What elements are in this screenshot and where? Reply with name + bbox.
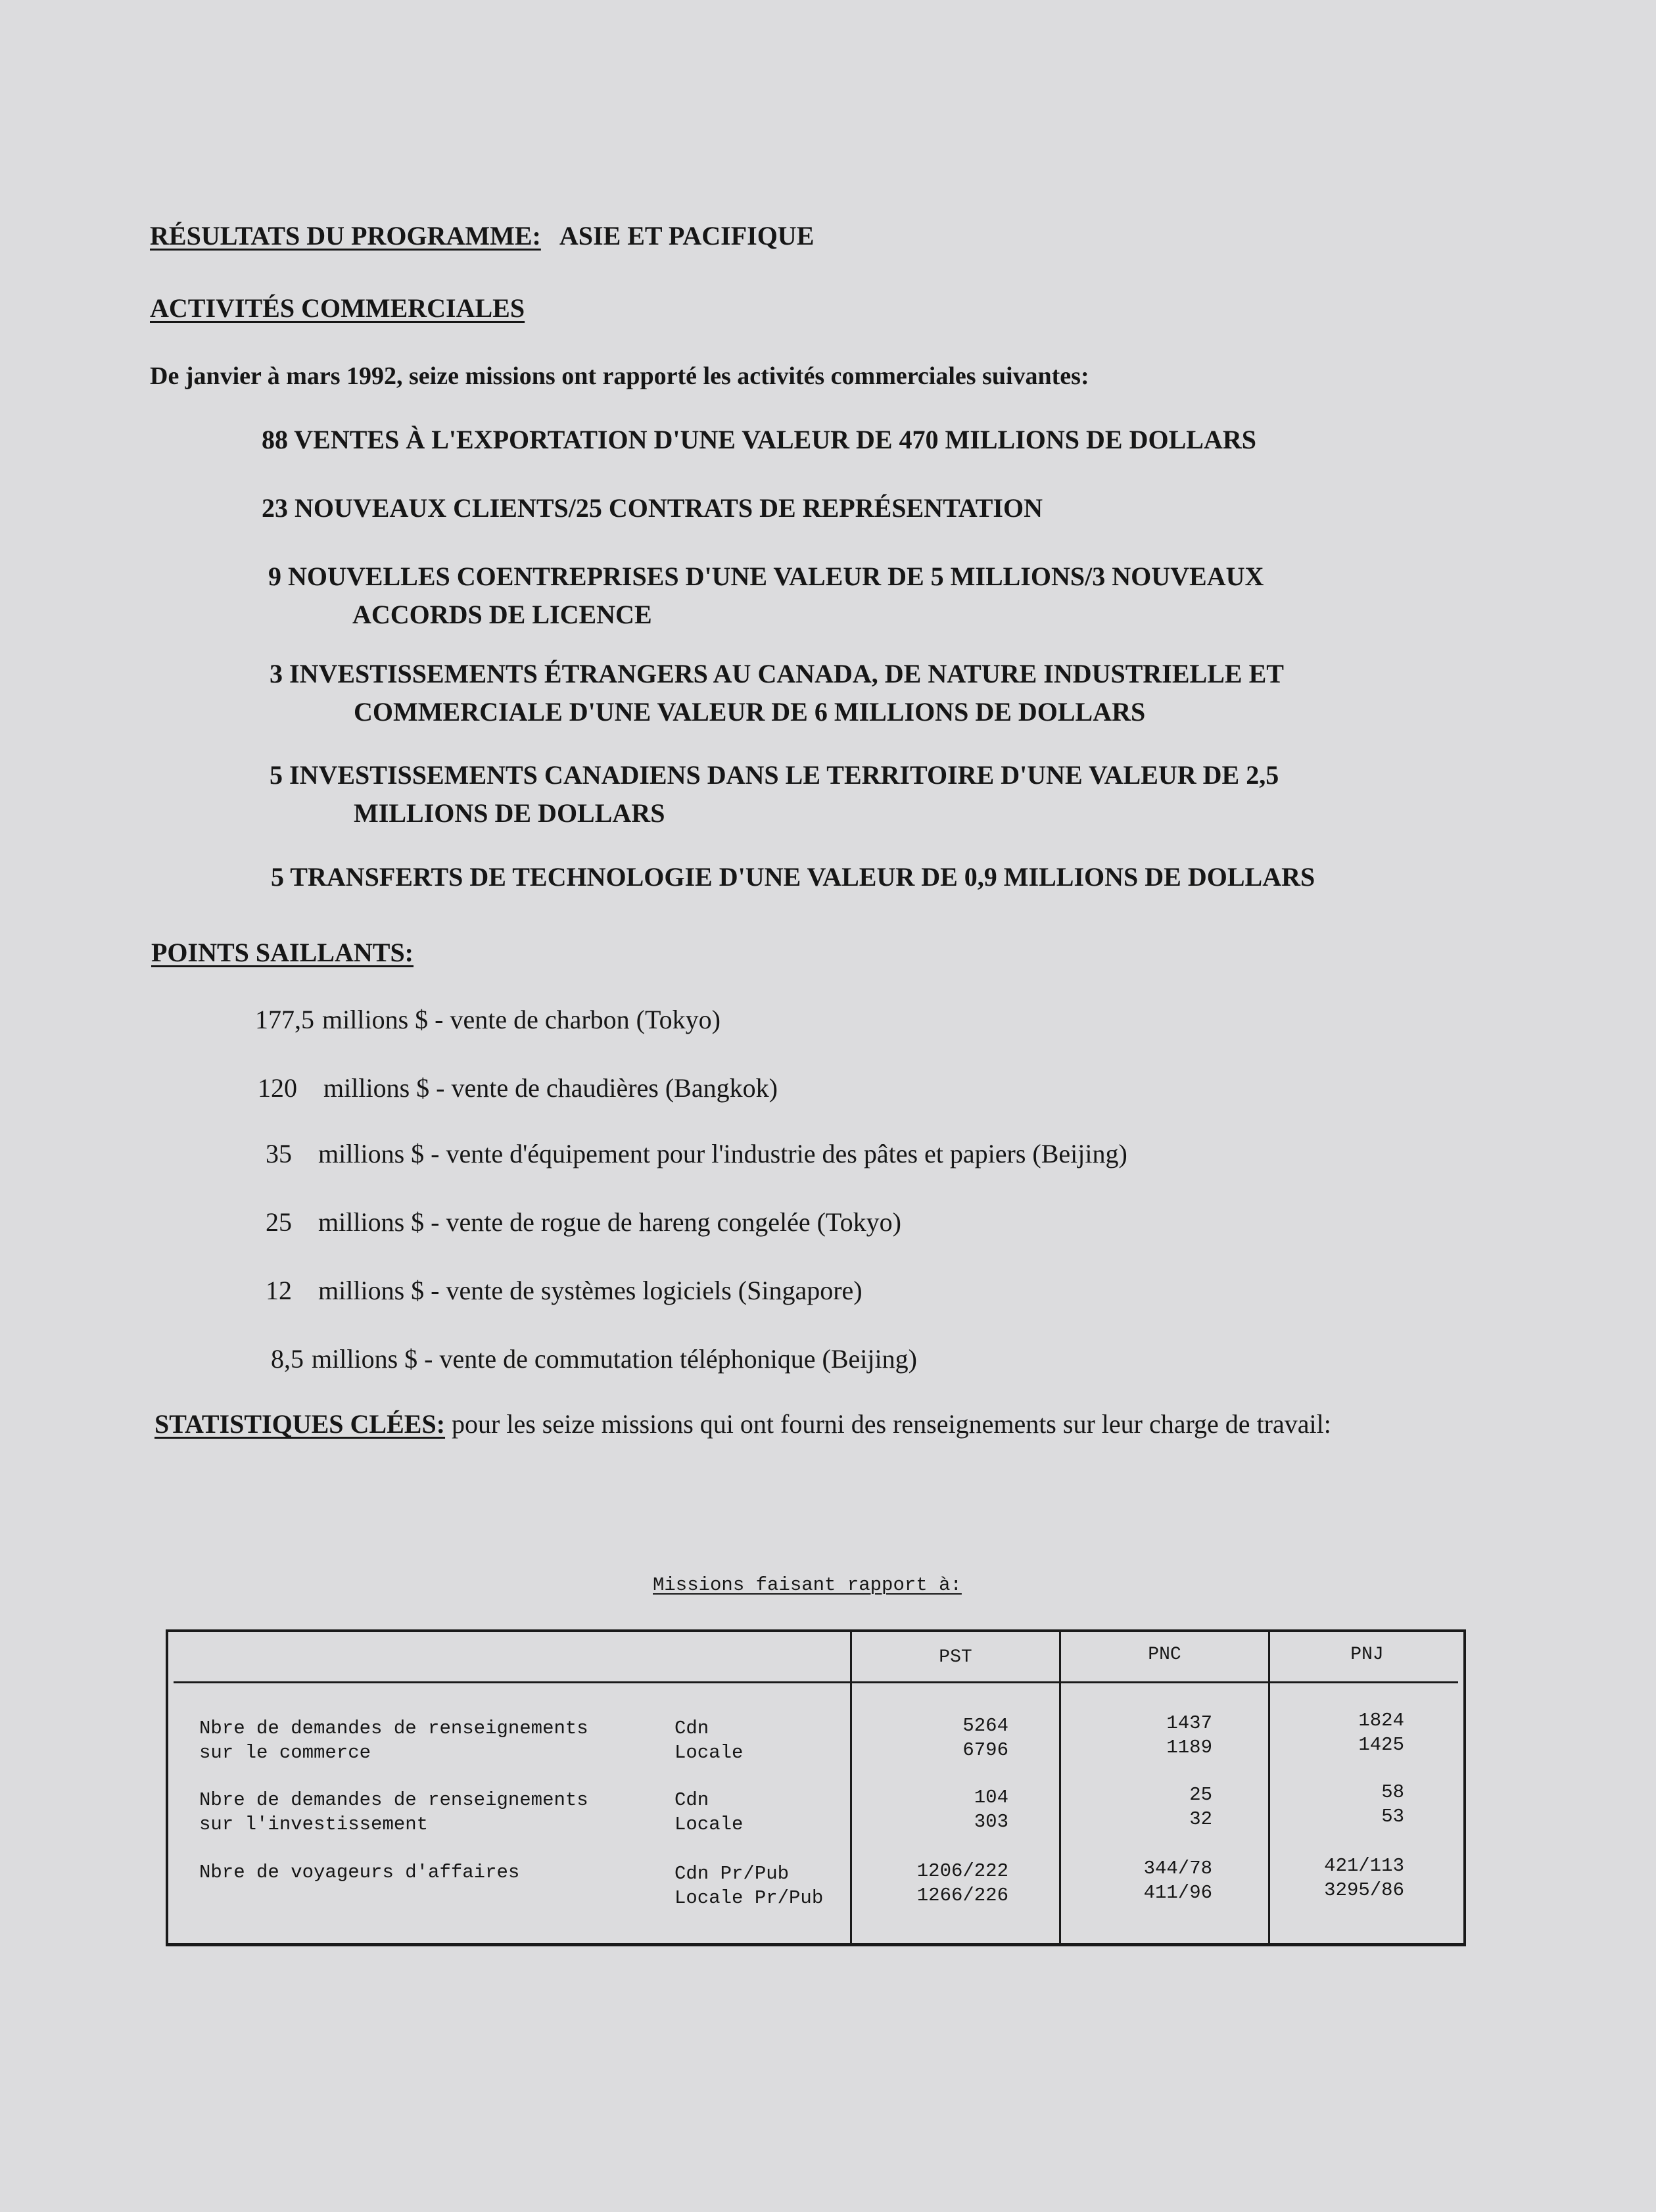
value-cell: 58 [1381,1781,1404,1803]
highlight-amount: 25 [266,1207,292,1237]
highlight-amount: 12 [266,1276,292,1305]
value-cell: 1437 [1166,1712,1212,1734]
table-row-label [199,1716,588,1765]
highlight-amount: 120 [258,1073,297,1103]
page-title [150,220,814,251]
table-row-label [199,1788,588,1837]
pst-values [852,1859,1008,1908]
stats-text: pour les seize missions qui ont fourni des renseignements sur leur charge de travail: [452,1409,1331,1439]
activity-line: 5 TRANSFERTS DE TECHNOLOGIE D'UNE VALEUR DE 0,9 MILLIONS DE DOLLARS [271,862,1315,892]
subtype-line: Cdn Pr/Pub [674,1863,790,1885]
pnc-values [1061,1711,1212,1760]
highlight-text: millions $ - vente d'équipement pour l'industrie des pâtes et papiers (Beijing) [318,1139,1127,1168]
value-cell: 5264 [962,1715,1008,1737]
activity-line-continued: ACCORDS DE LICENCE [352,600,652,629]
activity-line: 5 INVESTISSEMENTS CANADIENS DANS LE TERRITOIRE D'UNE VALEUR DE 2,5 [270,760,1279,790]
pst-values [852,1714,1008,1762]
value-cell: 1206/222 [916,1860,1008,1882]
activity-line: 23 NOUVEAUX CLIENTS/25 CONTRATS DE REPRÉSENTATION [262,493,1043,523]
highlights-heading: POINTS SAILLANTS: [151,938,414,967]
value-cell: 25 [1189,1784,1212,1806]
pnj-values [1270,1780,1404,1829]
region-name: ASIE ET PACIFIQUE [559,221,815,251]
highlight-item [185,1275,863,1306]
highlight-text: millions $ - vente de charbon (Tokyo) [322,1005,721,1034]
statistics-table [166,1629,1466,1946]
activities-intro: De janvier à mars 1992, seize missions ont rapporté les activités commerciales suivantes: [150,362,1089,390]
highlight-item [185,1004,721,1035]
value-cell: 344/78 [1143,1858,1212,1879]
subtype-line: Cdn [674,1718,709,1739]
highlight-text: millions $ - vente de chaudières (Bangkok) [323,1073,778,1103]
pnj-values [1270,1854,1404,1902]
activity-line-continued: MILLIONS DE DOLLARS [354,798,665,828]
row-label-line: sur le commerce [199,1742,371,1764]
value-cell: 411/96 [1143,1882,1212,1904]
row-label-line: sur l'investissement [199,1814,429,1835]
row-label-line: Nbre de demandes de renseignements [199,1718,588,1739]
header-divider [174,1681,1458,1683]
activity-line: 9 NOUVELLES COENTREPRISES D'UNE VALEUR DE 5 MILLIONS/3 NOUVEAUX [268,562,1264,591]
activities-heading: ACTIVITÉS COMMERCIALES [150,293,525,323]
column-header-pnj: PNJ [1350,1645,1384,1665]
highlight-amount: 35 [266,1139,292,1168]
activity-line: 3 INVESTISSEMENTS ÉTRANGERS AU CANADA, DE NATURE INDUSTRIELLE ET [270,659,1284,688]
value-cell: 104 [974,1787,1008,1808]
program-label: RÉSULTATS DU PROGRAMME: [150,221,541,251]
subtype-line: Locale [674,1814,744,1835]
pst-values [852,1785,1008,1834]
highlight-item [185,1207,901,1238]
subtype-line: Locale [674,1742,744,1764]
pnc-values [1061,1856,1212,1905]
highlight-amount: 8,5 [271,1344,304,1374]
highlight-text: millions $ - vente de rogue de hareng congelée (Tokyo) [318,1207,901,1237]
activity-item [262,489,1043,527]
table-caption [653,1574,962,1596]
value-cell: 32 [1189,1808,1212,1830]
subtype-line: Cdn [674,1789,709,1811]
stats-paragraph [154,1406,1469,1443]
value-cell: 303 [974,1811,1008,1833]
activity-line-continued: COMMERCIALE D'UNE VALEUR DE 6 MILLIONS DE DOLLARS [354,697,1146,727]
column-header-pnc: PNC [1148,1645,1181,1665]
value-cell: 1266/226 [916,1885,1008,1906]
value-cell: 1189 [1166,1737,1212,1758]
activity-item [270,756,1279,832]
pnc-values [1061,1783,1212,1831]
activity-item [270,655,1284,731]
column-header-pst: PST [939,1647,972,1668]
highlight-text: millions $ - vente de systèmes logiciels (Singapore) [318,1276,863,1305]
table-row-subtype [674,1788,743,1837]
value-cell: 421/113 [1324,1855,1404,1877]
value-cell: 1824 [1358,1710,1404,1731]
value-cell: 3295/86 [1324,1879,1404,1901]
highlight-amount: 177,5 [255,1005,314,1034]
table-row-subtype [674,1862,823,1910]
activity-item [271,858,1315,896]
row-label-line: Nbre de voyageurs d'affaires [199,1862,520,1883]
table-caption-text: Missions faisant rapport à: [653,1574,962,1596]
highlight-text: millions $ - vente de commutation téléphonique (Beijing) [312,1344,917,1374]
value-cell: 1425 [1358,1734,1404,1756]
activity-item [268,558,1264,634]
stats-heading: STATISTIQUES CLÉES: [154,1409,446,1439]
highlight-item [185,1072,778,1103]
highlight-item [185,1138,1127,1169]
value-cell: 6796 [962,1739,1008,1761]
value-cell: 53 [1381,1806,1404,1827]
highlight-item [185,1343,917,1374]
row-label-line: Nbre de demandes de renseignements [199,1789,588,1811]
activity-item [262,421,1256,459]
activity-line: 88 VENTES À L'EXPORTATION D'UNE VALEUR DE 470 MILLIONS DE DOLLARS [262,425,1256,454]
pnj-values [1270,1708,1404,1757]
subtype-line: Locale Pr/Pub [674,1887,824,1909]
table-row-subtype [674,1716,743,1765]
table-row-label [199,1860,519,1885]
